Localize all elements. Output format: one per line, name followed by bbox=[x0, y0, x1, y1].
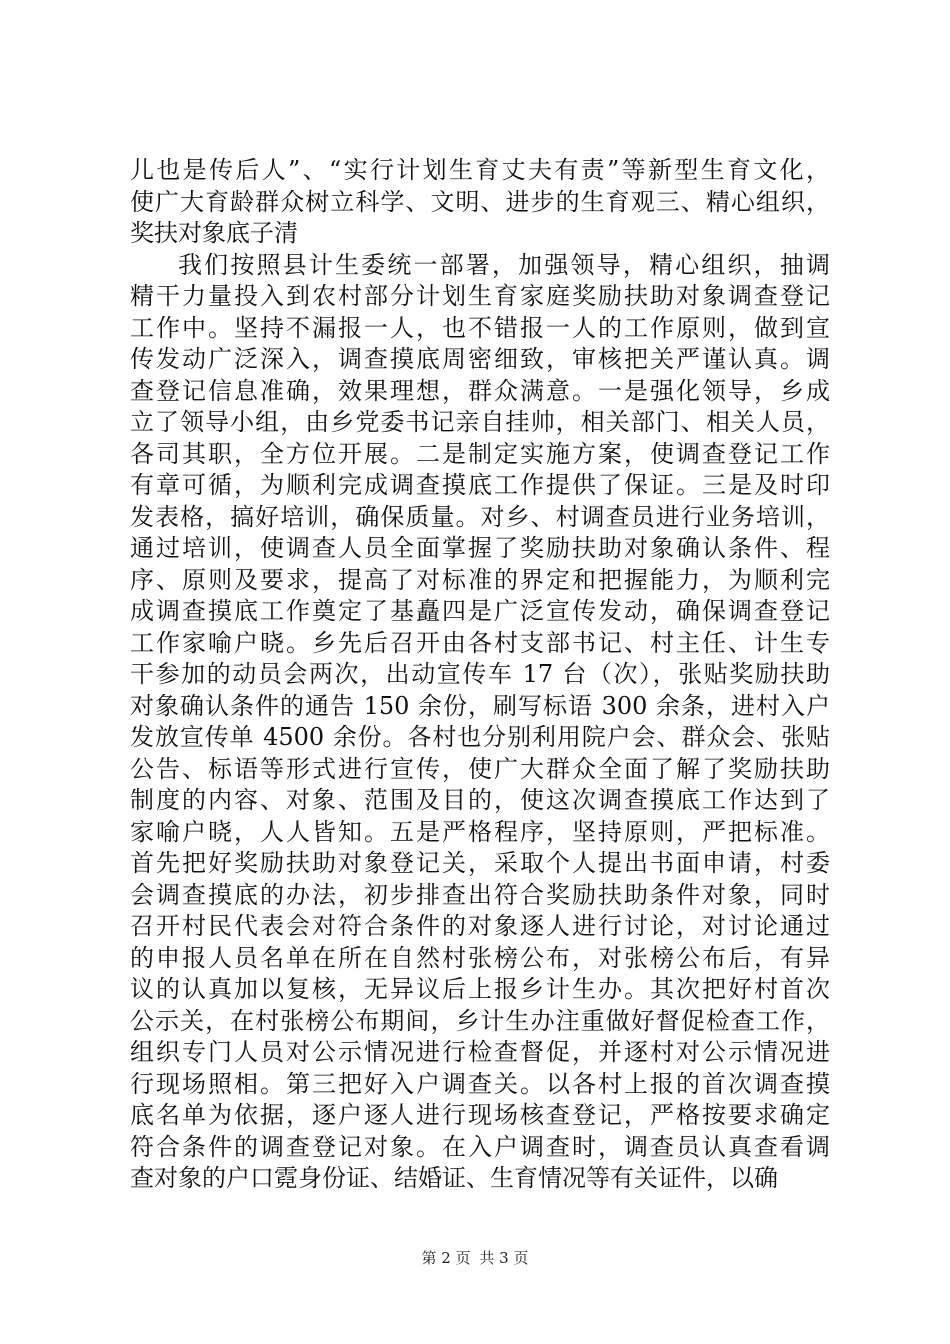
paragraph bbox=[130, 250, 830, 1195]
text-line: 底名单为依据，逐户逐人进行现场核查登记，严格按要求确定 bbox=[130, 1101, 830, 1129]
text-line: 制度的内容、对象、范围及目的，使这次调查摸底工作达到了 bbox=[130, 786, 830, 814]
text-line: 立了领导小组，由乡党委书记亲自挂帅，相关部门、相关人员， bbox=[130, 408, 830, 436]
text-line: 发表格，搞好培训，确保质量。对乡、村调查员进行业务培训， bbox=[130, 502, 830, 531]
text-line: 我们按照县计生委统一部署，加强领导，精心组织，抽调 bbox=[178, 250, 830, 279]
text-line: 对象确认条件的通告 150 余份，刷写标语 300 余条，进村入户 bbox=[130, 691, 830, 720]
text-line: 奖扶对象底子清 bbox=[130, 219, 298, 247]
page-total: 共 3 页 bbox=[479, 1249, 529, 1267]
text-line: 公示关，在村张榜公布期间，乡计生办注重做好督促检查工作， bbox=[130, 1006, 830, 1035]
text-line: 传发动广泛深入，调查摸底周密细致，审核把关严谨认真。调 bbox=[130, 345, 830, 373]
paragraph bbox=[130, 155, 830, 250]
text-line: 序、原则及要求，提高了对标准的界定和把握能力，为顺利完 bbox=[130, 565, 830, 594]
text-line: 通过培训，使调查人员全面掌握了奖励扶助对象确认条件、程 bbox=[130, 534, 830, 562]
text-line: 工作中。坚持不漏报一人，也不错报一人的工作原则，做到宣 bbox=[130, 313, 830, 342]
text-line: 儿也是传后人”、“实行计划生育丈夫有责”等新型生育文化， bbox=[130, 156, 830, 184]
text-line: 精干力量投入到农村部分计划生育家庭奖励扶助对象调查登记 bbox=[130, 282, 830, 310]
text-line: 查对象的户口霓身份证、结婚证、生育情况等有关证件，以确 bbox=[130, 1164, 778, 1192]
page-footer bbox=[0, 1248, 950, 1268]
text-line: 行现场照相。第三把好入户调查关。以各村上报的首次调查摸 bbox=[130, 1069, 830, 1098]
text-line: 首先把好奖励扶助对象登记关，采取个人提出书面申请，村委 bbox=[130, 849, 830, 877]
text-line: 各司其职，全方位开展。二是制定实施方案，使调查登记工作 bbox=[130, 439, 830, 468]
text-line: 议的认真加以复核，无异议后上报乡计生办。其次把好村首次 bbox=[130, 975, 830, 1003]
text-line: 成调查摸底工作奠定了基矗四是广泛宣传发动，确保调查登记 bbox=[130, 597, 830, 625]
text-line: 查登记信息准确，效果理想，群众满意。一是强化领导，乡成 bbox=[130, 376, 830, 405]
text-line: 的申报人员名单在所在自然村张榜公布，对张榜公布后，有异 bbox=[130, 943, 830, 972]
text-line: 使广大育龄群众树立科学、文明、进步的生育观三、精心组织， bbox=[130, 187, 830, 216]
text-line: 会调查摸底的办法，初步排查出符合奖励扶助条件对象，同时 bbox=[130, 880, 830, 909]
text-line: 干参加的动员会两次，出动宣传车 17 台（次），张贴奖励扶助 bbox=[130, 660, 830, 688]
text-line: 符合条件的调查登记对象。在入户调查时，调查员认真查看调 bbox=[130, 1132, 830, 1161]
text-line: 召开村民代表会对符合条件的对象逐人进行讨论，对讨论通过 bbox=[130, 912, 830, 940]
text-line: 有章可循，为顺利完成调查摸底工作提供了保证。三是及时印 bbox=[130, 471, 830, 499]
text-line: 家喻户晓，人人皆知。五是严格程序，坚持原则，严把标准。 bbox=[130, 817, 830, 846]
text-line: 公告、标语等形式进行宣传，使广大群众全面了解了奖励扶助 bbox=[130, 754, 830, 783]
document-body bbox=[130, 155, 830, 1195]
text-line: 发放宣传单 4500 余份。各村也分别利用院户会、群众会、张贴 bbox=[130, 723, 830, 751]
text-line: 工作家喻户晓。乡先后召开由各村支部书记、村主任、计生专 bbox=[130, 628, 830, 657]
page-number: 第 2 页 bbox=[421, 1249, 471, 1267]
text-line: 组织专门人员对公示情况进行检查督促，并逐村对公示情况进 bbox=[130, 1038, 830, 1066]
